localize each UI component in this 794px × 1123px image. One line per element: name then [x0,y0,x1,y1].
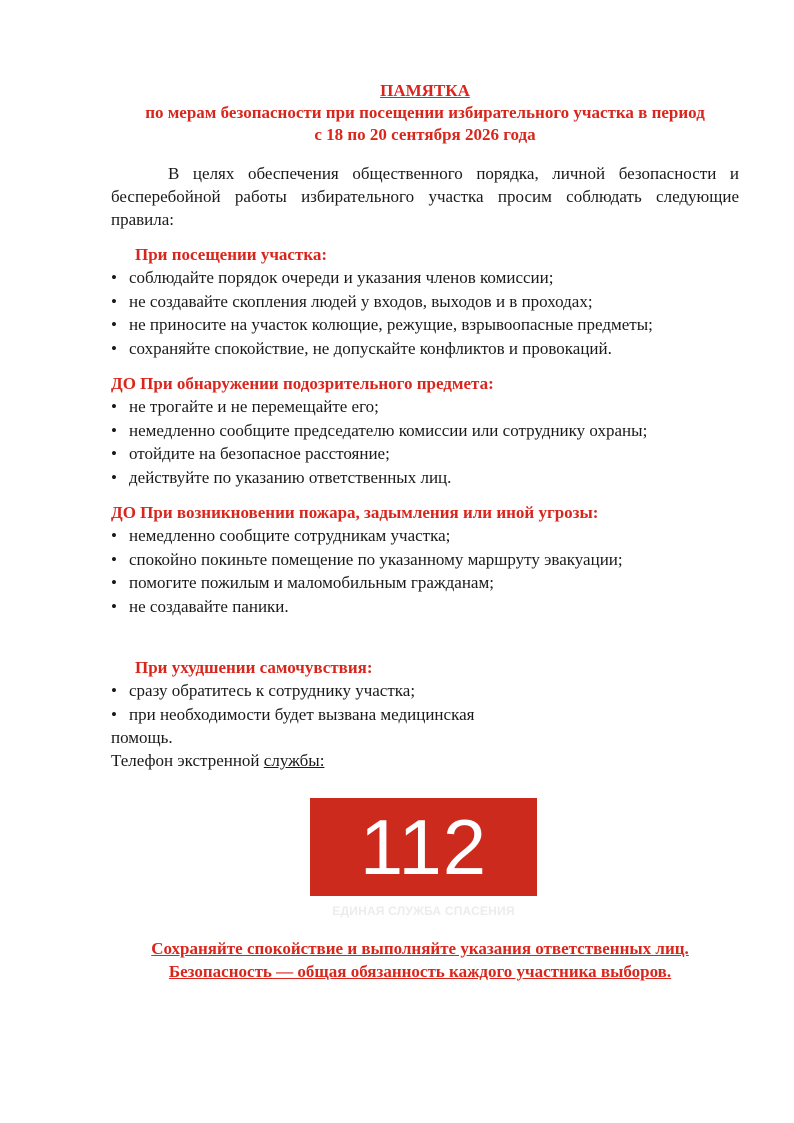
bullet-icon: • [111,268,117,287]
emergency-number: 112 [359,803,488,891]
list-item: • действуйте по указанию ответственных лиц. [111,466,739,490]
memo-page [111,80,739,772]
list-item: • при необходимости будет вызвана медицинская [111,703,739,727]
list-item: • немедленно сообщите председателю комиссии или сотруднику охраны; [111,419,739,443]
phone-label: Телефон экстренной службы: [111,751,325,770]
bullet-icon: • [111,549,117,569]
section-heading: ДО При возникновении пожара, задымления или иной угрозы: [111,503,599,522]
footer-line-2: Безопасность — общая обязанность каждого участника выборов. [168,962,672,981]
section-heading: ДО При обнаружении подозрительного предмета: [111,374,494,393]
section-suspicious-object [111,372,739,489]
list-item: • соблюдайте порядок очереди и указания членов комиссии; [111,266,739,290]
bullet-icon: • [111,526,117,545]
phone-label-underlined: службы: [263,751,325,770]
bullet-icon: • [111,315,117,334]
list-item: • не приносите на участок колющие, режущие, взрывоопасные предметы; [111,313,739,337]
intro-paragraph: В целях обеспечения общественного порядка, личной безопасности и бесперебойной работы избирательного участка просим соблюдать следующие правила: [111,164,739,229]
bullet-icon: • [111,444,117,463]
title-line-3: с 18 по 20 сентября 2026 года [314,125,536,144]
bullet-list [111,395,739,489]
footer-note [80,937,760,983]
list-item: • помогите пожилым и маломобильным гражданам; [111,571,739,595]
bullet-list [111,679,739,726]
list-item: • сохраняйте спокойствие, не допускайте конфликтов и провокаций. [111,337,739,361]
section-heading: При посещении участка: [135,245,328,264]
list-item: • немедленно сообщите сотрудникам участка; [111,524,739,548]
bullet-icon: • [111,397,117,416]
section-health [111,656,739,772]
list-item-continuation: помощь. [111,728,173,747]
title-line-1: ПАМЯТКА [380,81,470,100]
title-line-2: по мерам безопасности при посещении избирательного участка в период [145,103,705,122]
bullet-icon: • [111,420,117,440]
bullet-icon: • [111,681,117,700]
list-item: • спокойно покиньте помещение по указанному маршруту эвакуации; [111,548,739,572]
bullet-icon: • [111,573,117,592]
bullet-icon: • [111,338,117,358]
list-item: • не создавайте паники. [111,595,739,619]
bullet-icon: • [111,596,117,616]
section-visiting [111,243,739,360]
list-item: • отойдите на безопасное расстояние; [111,442,739,466]
bullet-icon: • [111,291,117,311]
list-item: • не создавайте скопления людей у входов, выходов и в проходах; [111,290,739,314]
memo-title [111,80,739,146]
section-fire [111,501,739,618]
bullet-icon: • [111,467,117,487]
bullet-list [111,524,739,618]
footer-line-1: Сохраняйте спокойствие и выполняйте указания ответственных лиц. [151,939,689,958]
emergency-service-caption: ЕДИНАЯ СЛУЖБА СПАСЕНИЯ [332,904,515,918]
list-item: • сразу обратитесь к сотруднику участка; [111,679,739,703]
section-heading: При ухудшении самочувствия: [135,658,373,677]
list-item: • не трогайте и не перемещайте его; [111,395,739,419]
emergency-number-badge [310,798,537,896]
bullet-icon: • [111,704,117,724]
bullet-list [111,266,739,360]
